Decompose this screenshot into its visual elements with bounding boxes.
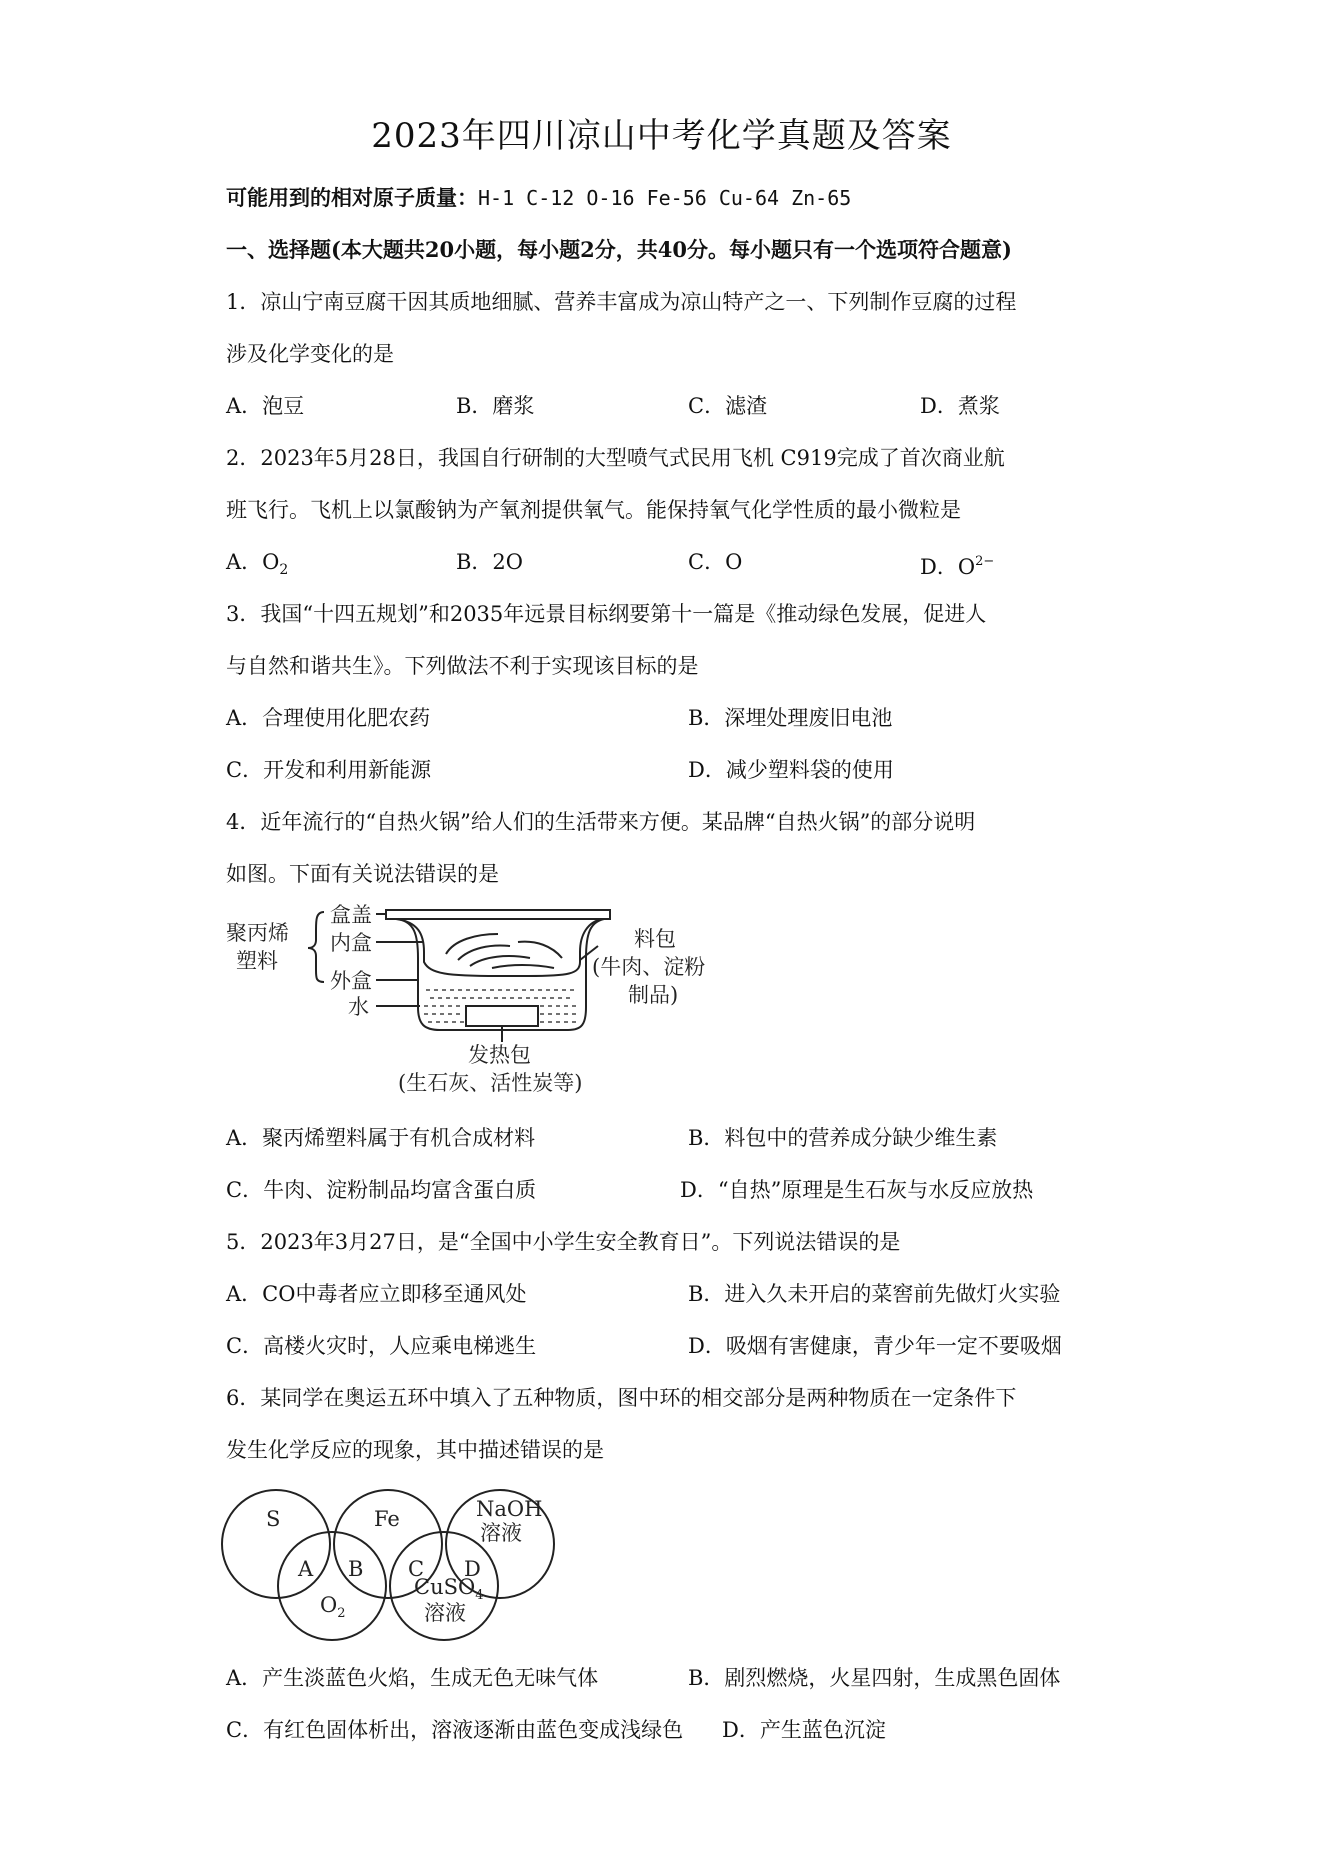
- q4-option-b: B．料包中的营养成分缺少维生素: [688, 1126, 998, 1150]
- heater-label-1: 发热包: [468, 1043, 531, 1067]
- q3-option-d: D．减少塑料袋的使用: [688, 758, 894, 782]
- ingredients-label-3: 制品): [628, 983, 679, 1007]
- question-6-line-2: 发生化学反应的现象，其中描述错误的是: [226, 1438, 604, 1462]
- ring-fe-label: Fe: [374, 1507, 400, 1531]
- question-1-line-2: 涉及化学变化的是: [226, 342, 394, 366]
- q5-option-b: B．进入久未开启的菜窖前先做灯火实验: [688, 1282, 1061, 1306]
- atomic-mass-line: [226, 183, 851, 213]
- q2-option-d-text: D．O: [920, 555, 976, 579]
- intersection-a-label: A: [298, 1557, 314, 1581]
- q1-option-d: D．煮浆: [920, 394, 1000, 418]
- q5-option-c: C．高楼火灾时，人应乘电梯逃生: [226, 1334, 537, 1358]
- q2-option-c: C．O: [688, 550, 743, 574]
- page-title: 2023年四川凉山中考化学真题及答案: [371, 116, 952, 156]
- intersection-d-label: D: [464, 1557, 481, 1581]
- q2-option-a-text: A．O: [226, 550, 280, 574]
- plastic-label-1: 聚丙烯: [226, 921, 289, 945]
- ring-naoh-solution-label: 溶液: [480, 1521, 522, 1545]
- question-6-line-1: 6．某同学在奥运五环中填入了五种物质，图中环的相交部分是两种物质在一定条件下: [226, 1386, 1017, 1410]
- water-label: 水: [348, 995, 369, 1019]
- plastic-label-2: 塑料: [236, 949, 278, 973]
- intersection-b-label: B: [348, 1557, 364, 1581]
- intersection-c-label: C: [408, 1557, 425, 1581]
- question-2-line-2: 班飞行。飞机上以氯酸钠为产氧剂提供氧气。能保持氧气化学性质的最小微粒是: [226, 498, 961, 522]
- ring-o2: [278, 1532, 386, 1640]
- q6-option-d: D．产生蓝色沉淀: [722, 1718, 886, 1742]
- question-4-line-1: 4．近年流行的“自热火锅”给人们的生活带来方便。某品牌“自热火锅”的部分说明: [226, 810, 976, 834]
- ingredients-label-1: 料包: [634, 927, 676, 951]
- q6-option-c: C．有红色固体析出，溶液逐渐由蓝色变成浅绿色: [226, 1718, 684, 1742]
- atomic-mass-label: 可能用到的相对原子质量：: [226, 185, 478, 210]
- ring-o2-label: [320, 1593, 346, 1621]
- atomic-mass-values: H-1 C-12 O-16 Fe-56 Cu-64 Zn-65: [478, 186, 852, 210]
- q1-option-b: B．磨浆: [456, 394, 535, 418]
- q4-option-c: C．牛肉、淀粉制品均富含蛋白质: [226, 1178, 537, 1202]
- q2-option-d: [920, 547, 994, 582]
- q2-option-d-superscript: 2−: [975, 554, 995, 569]
- outer-box-label: 外盒: [330, 969, 372, 993]
- question-1-line-1: 1．凉山宁南豆腐干因其质地细腻、营养丰富成为凉山特产之一、下列制作豆腐的过程: [226, 290, 1017, 314]
- ring-cuso4-subscript: 4: [475, 1588, 484, 1603]
- section-heading: 一、选择题(本大题共20小题，每小题2分，共40分。每小题只有一个选项符合题意): [226, 237, 1012, 262]
- question-3-line-2: 与自然和谐共生》。下列做法不利于实现该目标的是: [226, 654, 699, 678]
- plastic-brace: [308, 912, 324, 982]
- ring-naoh-label: NaOH: [476, 1497, 543, 1521]
- food-stroke: [458, 946, 510, 960]
- q6-option-b: B．剧烈燃烧，火星四射，生成黑色固体: [688, 1666, 1061, 1690]
- q2-option-a-subscript: 2: [279, 562, 289, 578]
- hotpot-diagram: [218, 902, 738, 1102]
- q4-option-a: A．聚丙烯塑料属于有机合成材料: [226, 1126, 536, 1150]
- q1-option-c: C．滤渣: [688, 394, 768, 418]
- ring-s-label: S: [266, 1507, 281, 1531]
- q5-option-a: A．CO中毒者应立即移至通风处: [226, 1282, 527, 1306]
- ring-o2-text: O: [320, 1593, 338, 1617]
- inner-box-label: 内盒: [330, 931, 372, 955]
- q5-option-d: D．吸烟有害健康，青少年一定不要吸烟: [688, 1334, 1062, 1358]
- ring-cuso4-text: CuSO: [414, 1575, 476, 1599]
- ingredients-label-2: (牛肉、淀粉: [592, 955, 706, 979]
- lid-label: 盒盖: [330, 903, 372, 927]
- ring-cuso4-solution-label: 溶液: [424, 1601, 466, 1625]
- q2-option-b: B．2O: [456, 550, 524, 574]
- question-2-line-1: 2．2023年5月28日，我国自行研制的大型喷气式民用飞机 C919完成了首次商业航: [226, 446, 1005, 470]
- q3-option-b: B．深埋处理废旧电池: [688, 706, 893, 730]
- heating-pack-shape: [466, 1006, 538, 1026]
- food-stroke: [518, 942, 562, 958]
- q4-option-d: D．“自热”原理是生石灰与水反应放热: [680, 1178, 1034, 1202]
- question-3-line-1: 3．我国“十四五规划”和2035年远景目标纲要第十一篇是《推动绿色发展，促进人: [226, 602, 987, 626]
- olympic-rings-diagram: [218, 1476, 568, 1646]
- ring-o2-subscript: 2: [337, 1606, 346, 1621]
- hotpot-lid-shape: [386, 910, 610, 919]
- heater-label-2: (生石灰、活性炭等): [398, 1071, 583, 1095]
- question-5-line-1: 5．2023年3月27日，是“全国中小学生安全教育日”。下列说法错误的是: [226, 1230, 901, 1254]
- food-stroke: [492, 965, 554, 968]
- question-4-line-2: 如图。下面有关说法错误的是: [226, 862, 499, 886]
- q1-option-a: A．泡豆: [226, 394, 305, 418]
- q3-option-a: A．合理使用化肥农药: [226, 706, 431, 730]
- q6-option-a: A．产生淡蓝色火焰，生成无色无味气体: [226, 1666, 599, 1690]
- q3-option-c: C．开发和利用新能源: [226, 758, 432, 782]
- q2-option-a: [226, 547, 288, 585]
